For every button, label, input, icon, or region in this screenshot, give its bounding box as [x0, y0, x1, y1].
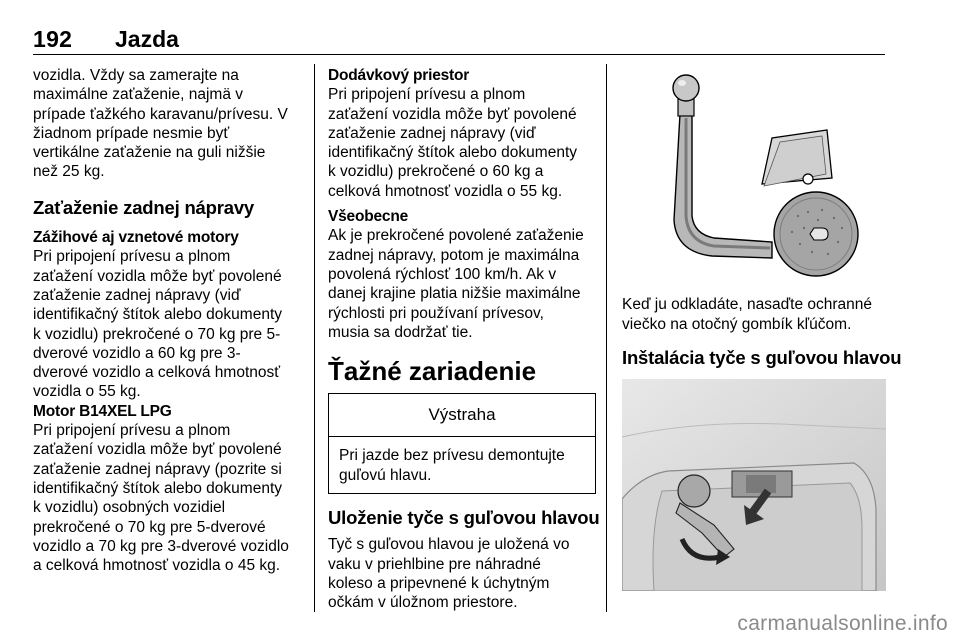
text-line: Tyč s guľovou hlavou je uložená vo [328, 536, 570, 554]
text-line: vertikálne zaťaženie na guli nižšie [33, 144, 266, 162]
warning-box [328, 393, 596, 494]
intro-paragraph [33, 66, 305, 182]
text-line: Pri jazde bez prívesu demontujte [339, 447, 565, 465]
heading-rear-axle-load: Zaťaženie zadnej nápravy [33, 196, 255, 218]
text-line: dverové vozidlo a celková hmotnosť [33, 364, 281, 382]
text-line: povolená rýchlosť 100 km/h. Ak v [328, 265, 557, 283]
text-line: Pri pripojení prívesu a plnom [328, 86, 526, 104]
text-line: Ak je prekročené povolené zaťaženie [328, 227, 584, 245]
site-watermark: carmanualsonline.info [737, 612, 948, 635]
text-line: k vozidlu) prekročené o 60 kg a [328, 163, 544, 181]
tow-ball-illustration [622, 66, 888, 286]
text-line: viečko na otočný gombík kľúčom. [622, 315, 852, 333]
text-line: Pri pripojení prívesu a plnom [33, 422, 231, 440]
installation-photo [622, 379, 886, 591]
text-line: zaťažení vozidla môže byť povolené [328, 105, 577, 123]
text-line: k vozidlu) prekročené o 70 kg pre 5- [33, 325, 281, 343]
text-line: Pri pripojení prívesu a plnom [33, 248, 231, 266]
text-line: a celková hmotnosť vozidla o 45 kg. [33, 557, 281, 575]
heading-ball-bar-installation: Inštalácia tyče s guľovou hlavou [622, 346, 902, 368]
text-line: koleso a pripevnené k úchytným [328, 574, 550, 592]
text-line: zaťaženie zadnej nápravy (pozrite si [33, 460, 282, 478]
subheading-lpg-engine: Motor B14XEL LPG [33, 402, 172, 420]
subheading-general: Všeobecne [328, 208, 409, 226]
warning-title: Výstraha [329, 394, 595, 437]
heading-ball-bar-storage: Uloženie tyče s guľovou hlavou [328, 507, 600, 529]
text-line: musia sa dodržať tie. [328, 323, 473, 341]
text-line: vozidla o 55 kg. [33, 383, 141, 401]
text-line: danej krajine platia nižšie maximálne [328, 285, 581, 303]
text-line: guľovú hlavu. [339, 466, 432, 484]
text-line: prípade ťažkého karavanu/prívesu. V [33, 105, 288, 123]
paragraph-ball-bar-storage [328, 535, 598, 612]
text-line: vaku v priehlbine pre náhradné [328, 555, 541, 573]
text-line: maximálne zaťaženie, najmä v [33, 86, 243, 104]
column-3 [622, 66, 902, 596]
text-line: Keď ju odkladáte, nasaďte ochranné [622, 296, 873, 314]
column-divider [314, 64, 315, 612]
subheading-engines: Zážihové aj vznetové motory [33, 229, 239, 247]
text-line: vozidla. Vždy sa zamerajte na [33, 67, 239, 84]
column-1 [33, 66, 305, 575]
column-divider [606, 64, 607, 612]
illustration-caption [622, 295, 888, 334]
column-2 [328, 66, 598, 613]
heading-towing-device: Ťažné zariadenie [328, 356, 537, 387]
paragraph-general [328, 226, 598, 342]
text-line: zaťažení vozidla môže byť povolené [33, 441, 282, 459]
paragraph-lpg-engine [33, 421, 305, 575]
text-line: vozidlo a 70 kg pre 3-dverové vozidlo [33, 537, 289, 555]
text-line: dverové vozidlo a 60 kg pre 3- [33, 344, 241, 362]
paragraph-engines [33, 247, 305, 401]
text-line: celková hmotnosť vozidla o 55 kg. [328, 182, 563, 200]
text-line: zaťažení vozidla môže byť povolené [33, 267, 282, 285]
text-line: k vozidlu) osobných vozidiel [33, 499, 226, 517]
text-line: identifikačný štítok alebo dokumenty [33, 306, 282, 324]
section-title: Jazda [115, 26, 179, 52]
text-line: zaťaženie zadnej nápravy (viď [328, 124, 536, 142]
text-line: žiadnom prípade nesmie byť [33, 124, 230, 142]
text-line: očkám v úložnom priestore. [328, 594, 518, 612]
text-line: identifikačný štítok alebo dokumenty [33, 479, 282, 497]
paragraph-cargo-space [328, 85, 598, 201]
page-number: 192 [33, 26, 73, 52]
text-line: identifikačný štítok alebo dokumenty [328, 144, 577, 162]
text-line: zaťaženie zadnej nápravy (viď [33, 286, 241, 304]
text-line: než 25 kg. [33, 163, 105, 181]
text-line: prekročené o 70 kg pre 5-dverové [33, 518, 266, 536]
page-header [33, 24, 885, 55]
text-line: rýchlosti pri používaní prívesov, [328, 304, 544, 322]
subheading-cargo-space: Dodávkový priestor [328, 67, 470, 84]
warning-body [329, 437, 595, 493]
text-line: zadnej nápravy, potom je maximálna [328, 246, 580, 264]
